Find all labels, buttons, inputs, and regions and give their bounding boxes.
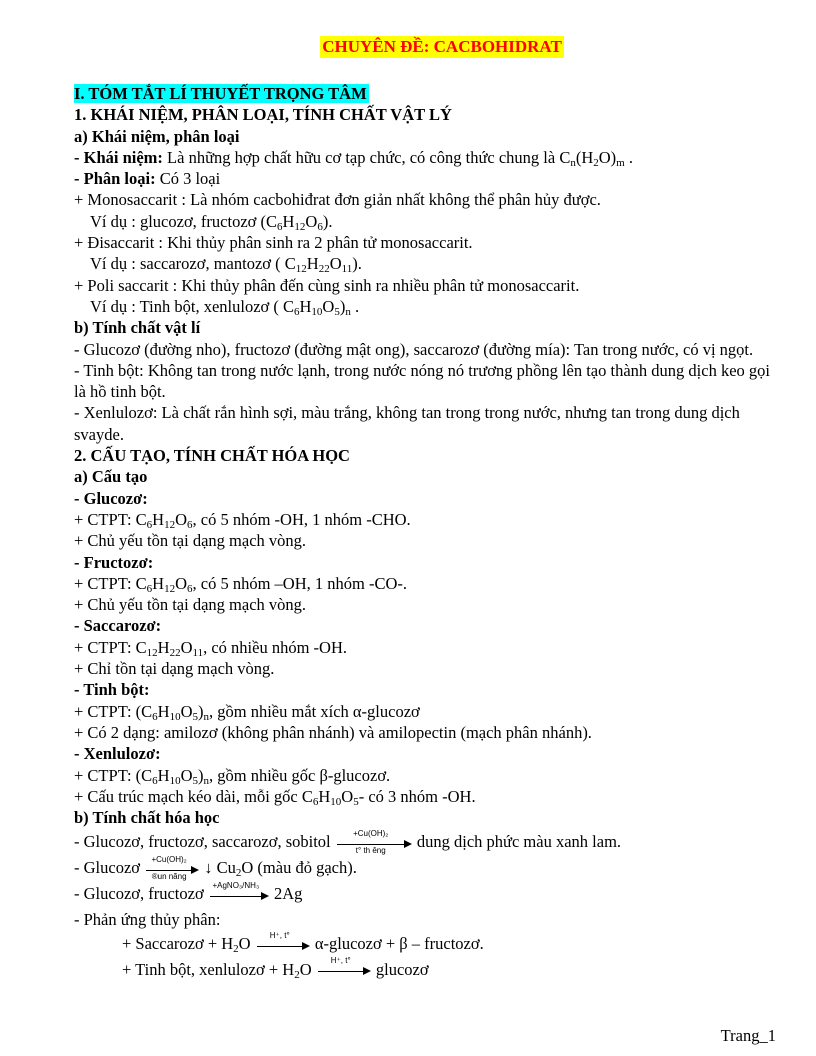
text: , có 5 nhóm –OH, 1 nhóm -CO-. — [192, 573, 407, 593]
text: ) — [198, 765, 204, 785]
reaction-1 — [74, 831, 774, 854]
document-page — [74, 36, 774, 984]
text: O — [322, 296, 335, 316]
sucrose-structure: + Chỉ tồn tại dạng mạch vòng. — [74, 659, 275, 679]
mono-example — [74, 211, 774, 232]
text: O — [341, 786, 354, 806]
sub: 22 — [169, 646, 181, 659]
arrow-reagent: +AgNO₃/NH₃ — [212, 880, 260, 890]
sucrose-label: - Saccarozơ: — [74, 616, 162, 636]
classification-text: Có 3 loại — [155, 169, 221, 189]
hydrolysis-heading: - Phản ứng thủy phân: — [74, 909, 221, 929]
text: + CTPT: (C — [74, 765, 153, 785]
fructose-structure: + Chủ yếu tồn tại dạng mạch vòng. — [74, 595, 307, 615]
text: H — [299, 296, 312, 316]
sub: 6 — [152, 710, 158, 723]
reaction-rhs: dung dịch phức màu xanh lam. — [412, 832, 622, 852]
text: O — [175, 573, 188, 593]
reaction-arrow-icon — [335, 829, 413, 856]
sub: 10 — [169, 774, 181, 787]
reaction-arrow-icon — [255, 930, 311, 956]
text: ). — [322, 211, 333, 231]
heading-1b: b) Tính chất vật lí — [74, 318, 201, 338]
cellulose-label: - Xenlulozơ: — [74, 744, 161, 764]
text: Ví dụ : saccarozơ, mantozơ ( C — [90, 254, 296, 274]
sub: 11 — [341, 263, 353, 276]
cellulose-structure — [74, 786, 774, 807]
sub: 6 — [187, 582, 193, 595]
heading-1a: a) Khái niệm, phân loại — [74, 126, 240, 146]
sucrose-formula — [74, 637, 774, 658]
reaction-arrow-icon — [144, 854, 200, 881]
sub: 6 — [317, 220, 323, 233]
sub: 6 — [146, 582, 153, 595]
physical-prop-1: - Glucozơ (đường nho), fructozơ (đường mật ong), saccarozơ (đường mía): Tan trong nước, có vị ngọt. — [74, 339, 754, 359]
sub: 5 — [192, 774, 199, 787]
heading-1: 1. KHÁI NIỆM, PHÂN LOẠI, TÍNH CHẤT VẬT LÝ — [74, 105, 452, 125]
text: + CTPT: C — [74, 509, 147, 529]
sub: 2 — [294, 968, 300, 981]
classification-label: - Phân loại: — [74, 169, 156, 189]
text: , gồm nhiều mắt xích α-glucozơ — [209, 701, 420, 721]
sub: n — [203, 774, 210, 787]
reaction-rhs: α-glucozơ + β – fructozơ. — [310, 933, 484, 953]
text: + Cấu trúc mạch kéo dài, mỗi gốc C — [74, 786, 313, 806]
page-number: Trang_1 — [720, 1026, 776, 1045]
reaction-3 — [74, 880, 774, 906]
text: O — [180, 701, 193, 721]
sub: 10 — [169, 710, 181, 723]
sub: 22 — [318, 263, 330, 276]
heading-2a: a) Cấu tạo — [74, 467, 148, 487]
text: O — [329, 254, 342, 274]
sub: 2 — [593, 156, 599, 169]
sub: 2 — [235, 867, 242, 880]
arrow-reagent: +Cu(OH)₂ — [151, 854, 187, 864]
glucose-label: - Glucozơ: — [74, 488, 148, 508]
text: O — [305, 211, 318, 231]
text: + CTPT: (C — [74, 701, 153, 721]
heading-2b: b) Tính chất hóa học — [74, 808, 220, 828]
sub: n — [345, 305, 351, 318]
arrow-condition: t° th êng — [355, 846, 386, 856]
text: H — [282, 211, 295, 231]
poli-example — [74, 296, 774, 317]
sub: 5 — [192, 710, 199, 723]
starch-formula — [74, 701, 774, 722]
arrow-condition: ®un nãng — [151, 871, 187, 881]
document-title: CHUYÊN ĐỀ: CACBOHIDRAT — [322, 37, 562, 56]
text: ) — [339, 296, 346, 316]
sub: n — [203, 710, 210, 723]
starch-forms: + Có 2 dạng: amilozơ (không phân nhánh) và amilopectin (mạch phân nhánh). — [74, 722, 592, 742]
di-example — [74, 253, 774, 274]
sub: 12 — [295, 263, 307, 276]
text: H — [152, 573, 165, 593]
sub: 12 — [146, 646, 158, 659]
text: H — [157, 701, 170, 721]
classification-line — [74, 168, 774, 189]
sub: 10 — [311, 305, 323, 318]
sub: 5 — [353, 795, 359, 808]
arrow-reagent: +Cu(OH)₂ — [353, 829, 389, 839]
text: O — [299, 959, 316, 979]
reaction-lhs: + Tinh bột, xenlulozơ + H — [122, 959, 295, 979]
text: (H — [575, 147, 594, 167]
text: Ví dụ : Tinh bột, xenlulozơ ( C — [90, 296, 294, 316]
text: . — [350, 296, 360, 316]
mono-line: + Monosaccarit : Là nhóm cacbohiđrat đơn giản nhất không thể phân hủy được. — [74, 190, 601, 210]
reaction-lhs: + Saccarozơ + H — [122, 933, 234, 953]
fructose-label: - Fructozơ: — [74, 552, 154, 572]
text: , có nhiều nhóm -OH. — [203, 637, 348, 657]
sub: 12 — [294, 220, 306, 233]
definition-label: - Khái niệm: — [74, 147, 163, 167]
glucose-formula — [74, 509, 774, 530]
sub: 6 — [187, 518, 193, 531]
sub: 2 — [233, 942, 239, 955]
sub: 6 — [312, 795, 319, 808]
text: ). — [352, 254, 362, 274]
sub: 10 — [330, 795, 342, 808]
sub: m — [616, 156, 625, 169]
text: O) — [598, 147, 617, 167]
reaction-arrow-icon — [316, 956, 372, 981]
text: - có 3 nhóm -OH. — [358, 786, 476, 806]
heading-2: 2. CẤU TẠO, TÍNH CHẤT HÓA HỌC — [74, 446, 350, 466]
reaction-lhs: - Glucozơ, fructozơ, saccarozơ, sobitol — [74, 832, 335, 852]
section-title: I. TÓM TẮT LÍ THUYẾT TRỌNG TÂM — [74, 84, 367, 103]
sub: 11 — [192, 646, 204, 659]
text: H — [152, 509, 165, 529]
reaction-arrow-icon — [208, 880, 270, 906]
text: + CTPT: C — [74, 573, 147, 593]
text: O — [180, 765, 193, 785]
di-line: + Đisaccarit : Khi thủy phân sinh ra 2 phân tử monosaccarit. — [74, 233, 473, 253]
physical-prop-3: - Xenlulozơ: Là chất rắn hình sợi, màu trắng, không tan trong trong nước, nhưng tan trong dung dịch svayde. — [74, 403, 740, 444]
sub: 12 — [164, 518, 176, 531]
physical-prop-2: - Tinh bột: Không tan trong nước lạnh, trong nước nóng nó trương phồng lên tạo thành dung dịch keo gọi là hồ tinh bột. — [74, 360, 770, 402]
sub: 5 — [334, 305, 340, 318]
definition-text: Là những hợp chất hữu cơ tạp chức, có công thức chung là C — [162, 147, 571, 167]
text: O — [175, 509, 188, 529]
sub: 6 — [277, 220, 283, 233]
text: H — [157, 637, 170, 657]
poli-line: + Poli saccarit : Khi thủy phân đến cùng sinh ra nhiều phân tử monosaccarit. — [74, 275, 580, 295]
text: + CTPT: C — [74, 637, 147, 657]
starch-label: - Tinh bột: — [74, 680, 150, 700]
reaction-6 — [74, 956, 774, 982]
arrow-reagent: H⁺, t° — [330, 956, 351, 966]
reaction-rhs: ↓ Cu — [200, 858, 236, 878]
fructose-formula — [74, 573, 774, 594]
arrow-reagent: H⁺, t° — [269, 930, 290, 940]
definition-line — [74, 147, 774, 168]
cellulose-formula — [74, 765, 774, 786]
text: H — [306, 254, 319, 274]
reaction-2 — [74, 854, 774, 881]
sub: 6 — [294, 305, 300, 318]
glucose-structure: + Chủ yếu tồn tại dạng mạch vòng. — [74, 531, 307, 551]
section-heading — [74, 83, 774, 104]
reaction-5 — [74, 930, 774, 956]
text: O — [180, 637, 193, 657]
text: ) — [198, 701, 204, 721]
reaction-rhs: glucozơ — [371, 959, 429, 979]
sub: 12 — [164, 582, 176, 595]
title-row — [110, 36, 774, 60]
text: , có 5 nhóm -OH, 1 nhóm -CHO. — [192, 509, 411, 529]
text: . — [624, 147, 633, 167]
reaction-rhs: 2Ag — [269, 883, 303, 903]
reaction-lhs: - Glucozơ — [74, 858, 145, 878]
text: O — [238, 933, 255, 953]
text: H — [157, 765, 170, 785]
sub: 6 — [146, 518, 153, 531]
text: H — [318, 786, 331, 806]
text: , gồm nhiều gốc β-glucozơ. — [209, 765, 391, 785]
sub: n — [570, 156, 576, 169]
reaction-lhs: - Glucozơ, fructozơ — [74, 883, 208, 903]
sub: 6 — [152, 774, 158, 787]
text: Ví dụ : glucozơ, fructozơ (C — [90, 211, 277, 231]
text: O (màu đỏ gạch). — [241, 858, 357, 878]
